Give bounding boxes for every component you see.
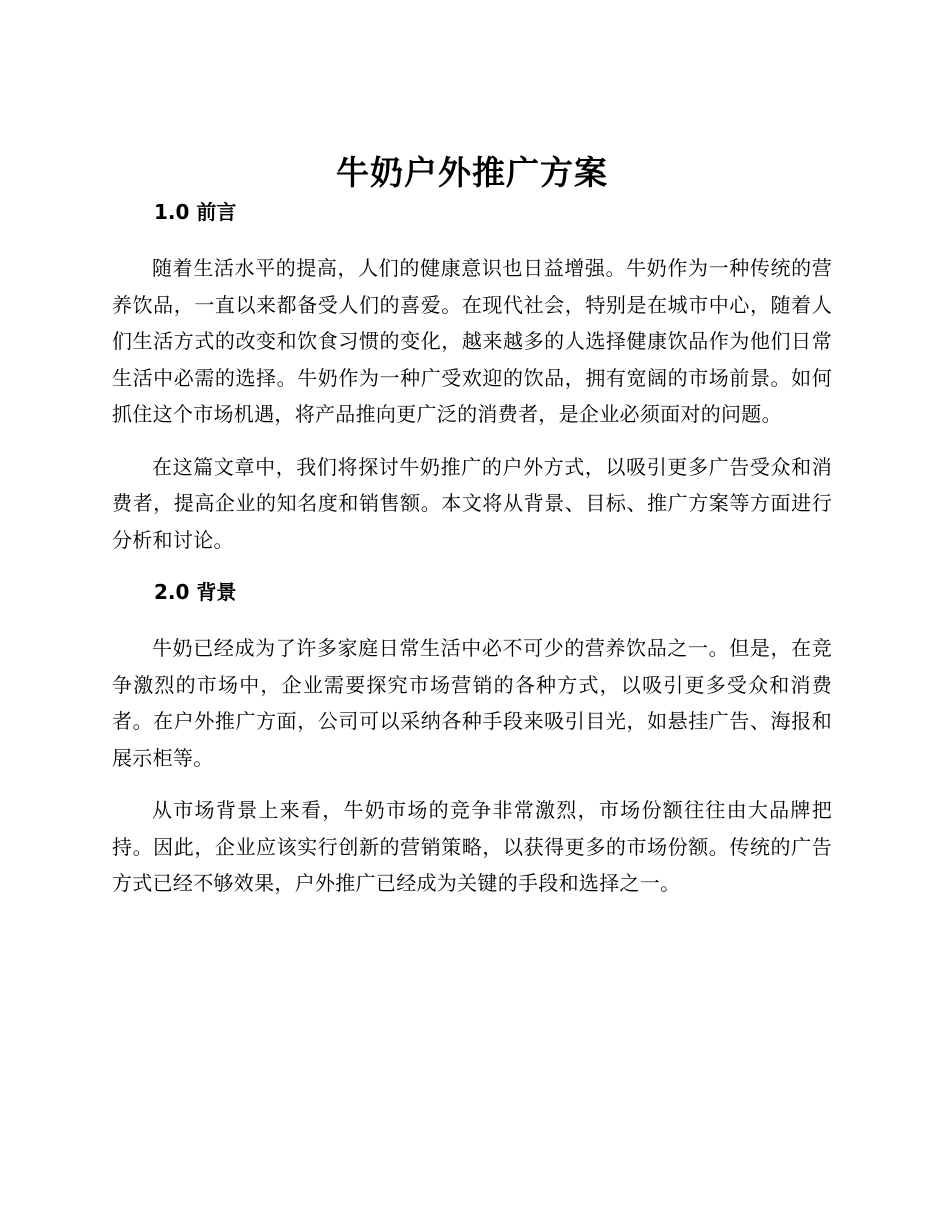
paragraph: 在这篇文章中，我们将探讨牛奶推广的户外方式，以吸引更多广告受众和消费者，提高企业的知名度和销售额。本文将从背景、目标、推广方案等方面进行分析和讨论。 bbox=[112, 454, 832, 552]
paragraph: 随着生活水平的提高，人们的健康意识也日益增强。牛奶作为一种传统的营养饮品，一直以来都备受人们的喜爱。在现代社会，特别是在城市中心，随着人们生活方式的改变和饮食习惯的变化，越来越多的人选择健康饮品作为他们日常生活中必需的选择。牛奶作为一种广受欢迎的饮品，拥有宽阔的市场前景。如何抓住这个市场机遇，将产品推向更广泛的消费者，是企业必须面对的问题。 bbox=[112, 256, 832, 426]
section-heading-background: 2.0 背景 bbox=[154, 580, 237, 604]
document-page bbox=[112, 150, 832, 918]
document-title: 牛奶户外推广方案 bbox=[336, 153, 608, 192]
paragraph: 牛奶已经成为了许多家庭日常生活中必不可少的营养饮品之一。但是，在竞争激烈的市场中，企业需要探究市场营销的各种方式，以吸引更多受众和消费者。在户外推广方面，公司可以采纳各种手段来吸引目光，如悬挂广告、海报和展示柜等。 bbox=[112, 636, 832, 770]
section-heading-preface: 1.0 前言 bbox=[154, 200, 237, 224]
paragraph: 从市场背景上来看，牛奶市场的竞争非常激烈，市场份额往往由大品牌把持。因此，企业应该实行创新的营销策略，以获得更多的市场份额。传统的广告方式已经不够效果，户外推广已经成为关键的手段和选择之一。 bbox=[112, 798, 832, 895]
